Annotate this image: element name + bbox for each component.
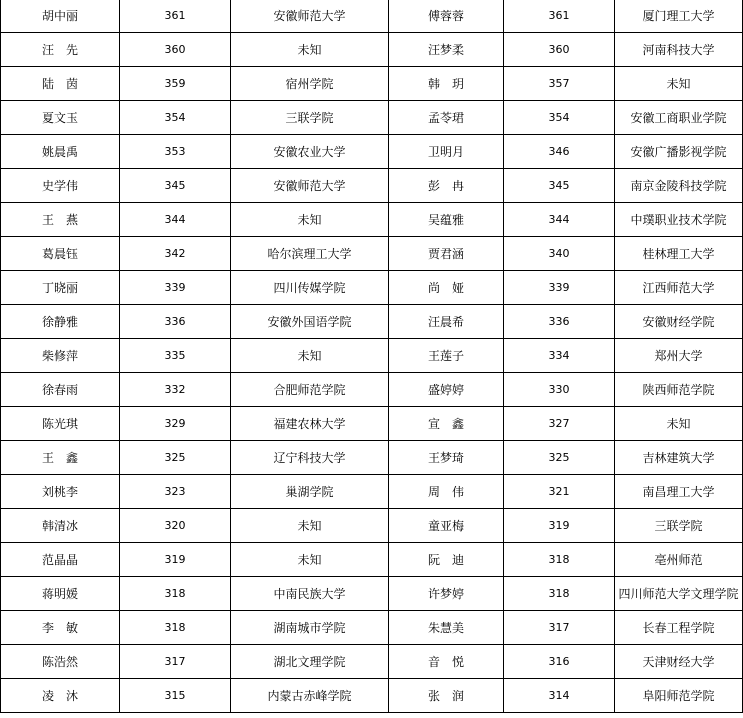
score-right: 318 — [504, 577, 615, 611]
table-row — [1, 679, 743, 713]
school-right: 三联学院 — [615, 509, 743, 543]
student-name-left: 姚晨禹 — [1, 135, 120, 169]
table-row — [1, 271, 743, 305]
school-right: 桂林理工大学 — [615, 237, 743, 271]
student-name-right: 许梦婷 — [389, 577, 504, 611]
table-row — [1, 169, 743, 203]
score-left: 323 — [120, 475, 231, 509]
student-name-left: 丁晓丽 — [1, 271, 120, 305]
score-right: 334 — [504, 339, 615, 373]
school-right: 长春工程学院 — [615, 611, 743, 645]
score-left: 360 — [120, 33, 231, 67]
score-left: 342 — [120, 237, 231, 271]
table-row — [1, 135, 743, 169]
school-left: 未知 — [231, 33, 389, 67]
score-table-body — [1, 0, 743, 713]
school-left: 内蒙古赤峰学院 — [231, 679, 389, 713]
school-left: 安徽师范大学 — [231, 169, 389, 203]
student-name-right: 宣 鑫 — [389, 407, 504, 441]
student-name-right: 汪晨希 — [389, 305, 504, 339]
score-left: 354 — [120, 101, 231, 135]
table-row — [1, 509, 743, 543]
school-right: 亳州师范 — [615, 543, 743, 577]
student-name-right: 周 伟 — [389, 475, 504, 509]
table-row — [1, 67, 743, 101]
school-left: 四川传媒学院 — [231, 271, 389, 305]
score-right: 339 — [504, 271, 615, 305]
score-right: 316 — [504, 645, 615, 679]
score-left: 319 — [120, 543, 231, 577]
table-row — [1, 237, 743, 271]
student-name-left: 凌 沐 — [1, 679, 120, 713]
table-row — [1, 101, 743, 135]
school-right: 中璞职业技术学院 — [615, 203, 743, 237]
school-left: 巢湖学院 — [231, 475, 389, 509]
table-row — [1, 373, 743, 407]
score-right: 345 — [504, 169, 615, 203]
school-left: 福建农林大学 — [231, 407, 389, 441]
school-left: 中南民族大学 — [231, 577, 389, 611]
score-right: 319 — [504, 509, 615, 543]
student-name-right: 贾君涵 — [389, 237, 504, 271]
student-name-right: 汪梦柔 — [389, 33, 504, 67]
table-row — [1, 0, 743, 33]
score-right: 344 — [504, 203, 615, 237]
school-right: 安徽广播影视学院 — [615, 135, 743, 169]
table-row — [1, 543, 743, 577]
student-name-right: 张 润 — [389, 679, 504, 713]
score-left: 332 — [120, 373, 231, 407]
student-name-left: 王 鑫 — [1, 441, 120, 475]
student-name-left: 汪 先 — [1, 33, 120, 67]
school-right: 安徽工商职业学院 — [615, 101, 743, 135]
school-right: 南昌理工大学 — [615, 475, 743, 509]
table-row — [1, 645, 743, 679]
student-name-right: 吴蕴雅 — [389, 203, 504, 237]
score-left: 329 — [120, 407, 231, 441]
school-right: 江西师范大学 — [615, 271, 743, 305]
school-left: 三联学院 — [231, 101, 389, 135]
table-row — [1, 33, 743, 67]
score-right: 318 — [504, 543, 615, 577]
school-right: 四川师范大学文理学院 — [615, 577, 743, 611]
score-right: 361 — [504, 0, 615, 33]
score-right: 354 — [504, 101, 615, 135]
student-name-right: 卫明月 — [389, 135, 504, 169]
score-left: 317 — [120, 645, 231, 679]
student-name-left: 史学伟 — [1, 169, 120, 203]
score-left: 359 — [120, 67, 231, 101]
score-right: 317 — [504, 611, 615, 645]
student-name-left: 柴修萍 — [1, 339, 120, 373]
school-right: 安徽财经学院 — [615, 305, 743, 339]
score-right: 327 — [504, 407, 615, 441]
score-right: 360 — [504, 33, 615, 67]
student-name-right: 王莲子 — [389, 339, 504, 373]
student-name-right: 童亚梅 — [389, 509, 504, 543]
student-name-left: 徐春雨 — [1, 373, 120, 407]
score-right: 314 — [504, 679, 615, 713]
score-left: 345 — [120, 169, 231, 203]
student-name-right: 韩 玥 — [389, 67, 504, 101]
school-left: 宿州学院 — [231, 67, 389, 101]
score-right: 346 — [504, 135, 615, 169]
score-right: 321 — [504, 475, 615, 509]
student-name-right: 朱慧美 — [389, 611, 504, 645]
score-right: 325 — [504, 441, 615, 475]
school-left: 安徽农业大学 — [231, 135, 389, 169]
score-left: 344 — [120, 203, 231, 237]
student-name-left: 胡中丽 — [1, 0, 120, 33]
student-name-right: 彭 冉 — [389, 169, 504, 203]
student-name-right: 傅蓉蓉 — [389, 0, 504, 33]
score-left: 318 — [120, 577, 231, 611]
table-row — [1, 407, 743, 441]
student-name-left: 王 燕 — [1, 203, 120, 237]
student-name-left: 李 敏 — [1, 611, 120, 645]
school-left: 湖南城市学院 — [231, 611, 389, 645]
table-row — [1, 475, 743, 509]
school-left: 未知 — [231, 203, 389, 237]
student-name-right: 孟苓珺 — [389, 101, 504, 135]
score-left: 320 — [120, 509, 231, 543]
school-left: 未知 — [231, 509, 389, 543]
table-row — [1, 203, 743, 237]
score-left: 353 — [120, 135, 231, 169]
school-left: 安徽外国语学院 — [231, 305, 389, 339]
student-name-left: 蒋明媛 — [1, 577, 120, 611]
school-left: 辽宁科技大学 — [231, 441, 389, 475]
school-right: 吉林建筑大学 — [615, 441, 743, 475]
student-name-left: 陈光琪 — [1, 407, 120, 441]
school-right: 河南科技大学 — [615, 33, 743, 67]
student-name-left: 刘桃李 — [1, 475, 120, 509]
student-name-right: 阮 迪 — [389, 543, 504, 577]
table-row — [1, 577, 743, 611]
school-right: 南京金陵科技学院 — [615, 169, 743, 203]
score-left: 325 — [120, 441, 231, 475]
score-left: 335 — [120, 339, 231, 373]
table-row — [1, 339, 743, 373]
student-name-right: 尚 娅 — [389, 271, 504, 305]
school-left: 未知 — [231, 543, 389, 577]
school-right: 厦门理工大学 — [615, 0, 743, 33]
student-name-right: 盛婷婷 — [389, 373, 504, 407]
table-row — [1, 611, 743, 645]
school-right: 阜阳师范学院 — [615, 679, 743, 713]
school-left: 安徽师范大学 — [231, 0, 389, 33]
student-name-left: 范晶晶 — [1, 543, 120, 577]
score-left: 318 — [120, 611, 231, 645]
table-row — [1, 441, 743, 475]
school-right: 天津财经大学 — [615, 645, 743, 679]
student-name-right: 音 悦 — [389, 645, 504, 679]
school-left: 合肥师范学院 — [231, 373, 389, 407]
score-left: 315 — [120, 679, 231, 713]
student-name-right: 王梦琦 — [389, 441, 504, 475]
score-right: 340 — [504, 237, 615, 271]
score-left: 336 — [120, 305, 231, 339]
score-right: 336 — [504, 305, 615, 339]
school-left: 未知 — [231, 339, 389, 373]
score-left: 339 — [120, 271, 231, 305]
student-name-left: 徐静雅 — [1, 305, 120, 339]
school-right: 陕西师范学院 — [615, 373, 743, 407]
student-name-left: 陈浩然 — [1, 645, 120, 679]
table-row — [1, 305, 743, 339]
student-name-left: 陆 茵 — [1, 67, 120, 101]
school-right: 未知 — [615, 407, 743, 441]
score-left: 361 — [120, 0, 231, 33]
school-right: 未知 — [615, 67, 743, 101]
student-name-left: 葛晨钰 — [1, 237, 120, 271]
student-name-left: 韩清冰 — [1, 509, 120, 543]
score-right: 330 — [504, 373, 615, 407]
student-name-left: 夏文玉 — [1, 101, 120, 135]
score-right: 357 — [504, 67, 615, 101]
school-right: 郑州大学 — [615, 339, 743, 373]
school-left: 哈尔滨理工大学 — [231, 237, 389, 271]
school-left: 湖北文理学院 — [231, 645, 389, 679]
